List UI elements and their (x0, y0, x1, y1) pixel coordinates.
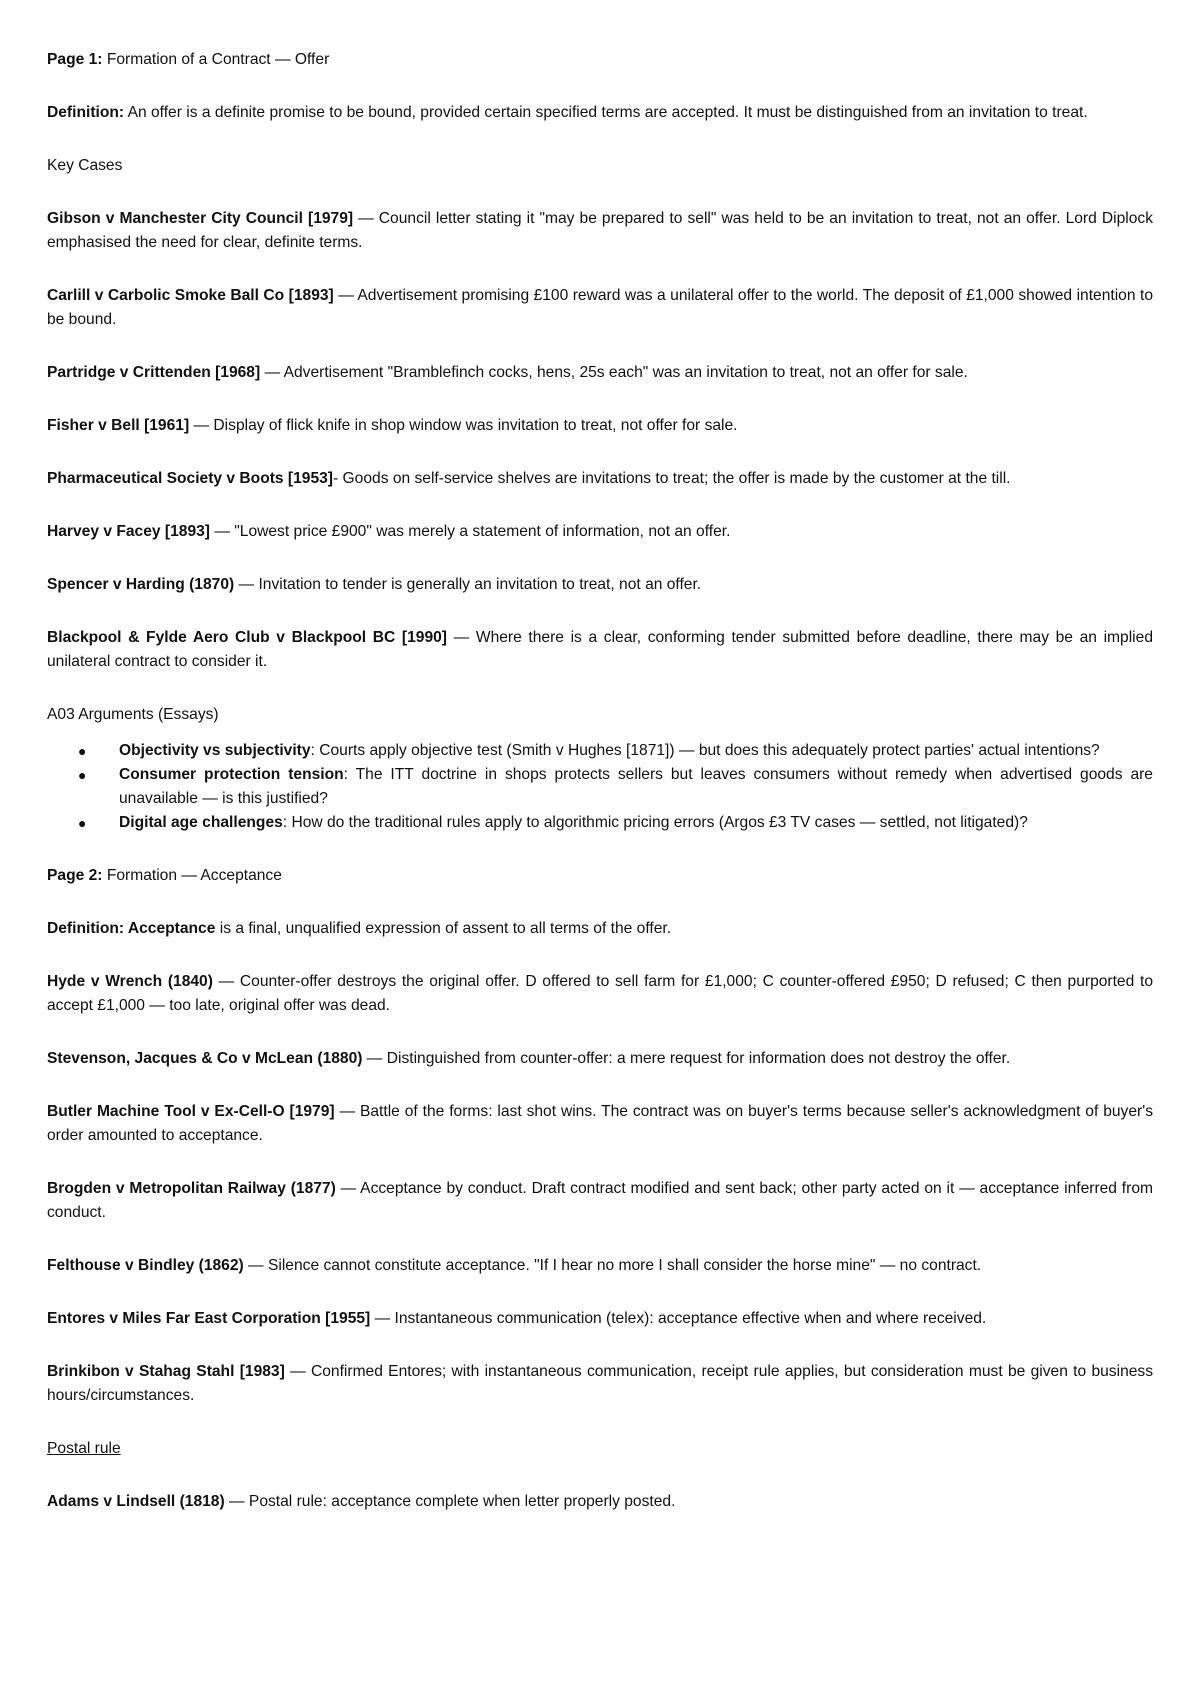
page2-definition-label: Definition: Acceptance (47, 920, 216, 937)
case-name: Harvey v Facey [1893] (47, 523, 210, 540)
case-entry (47, 970, 1153, 1018)
case-text: — Advertisement "Bramblefinch cocks, hens, 25s each" was an invitation to treat, not an offer for sale. (260, 364, 968, 381)
case-entry (47, 1360, 1153, 1408)
case-name: Brinkibon v Stahag Stahl [1983] (47, 1363, 285, 1380)
case-entry (47, 361, 1153, 385)
case-entry (47, 1254, 1153, 1278)
case-text: — Counter-offer destroys the original offer. D offered to sell farm for £1,000; C counter-offered £950; D refused; C then purported to accept £1,000 — too late, original offer was dead. (47, 973, 1153, 1014)
case-entry (47, 1177, 1153, 1225)
case-name: Brogden v Metropolitan Railway (1877) (47, 1180, 336, 1197)
case-entry (47, 1490, 1153, 1514)
case-name: Hyde v Wrench (1840) (47, 973, 213, 990)
page1-heading-number: Page 1: (47, 51, 103, 68)
case-text: — Acceptance by conduct. Draft contract modified and sent back; other party acted on it — acceptance inferred from conduct. (47, 1180, 1153, 1221)
bullet-icon: ● (78, 767, 87, 783)
case-text: — Display of flick knife in shop window was invitation to treat, not offer for sale. (189, 417, 738, 434)
case-text: - Goods on self-service shelves are invitations to treat; the offer is made by the customer at the till. (333, 470, 1011, 487)
ao3-bullet-item (47, 739, 1153, 763)
case-entry (47, 207, 1153, 255)
case-entry (47, 520, 1153, 544)
case-name: Pharmaceutical Society v Boots [1953] (47, 470, 334, 487)
page1-definition-label: Definition: (47, 104, 125, 121)
case-name: Felthouse v Bindley (1862) (47, 1257, 244, 1274)
case-text: — Postal rule: acceptance complete when letter properly posted. (224, 1493, 676, 1510)
case-text: — Where there is a clear, conforming tender submitted before deadline, there may be an implied unilateral contract to consider it. (47, 629, 1153, 670)
case-entry (47, 1047, 1153, 1071)
key-cases-heading: Key Cases (47, 157, 123, 174)
case-name: Spencer v Harding (1870) (47, 576, 235, 593)
case-text: — "Lowest price £900" was merely a statement of information, not an offer. (209, 523, 731, 540)
case-entry (47, 284, 1153, 332)
ao3-bullet-label: Digital age challenges (119, 814, 283, 831)
ao3-bullet-text: : The ITT doctrine in shops protects sellers but leaves consumers without remedy when advertised goods are unavailable — is this justified? (119, 766, 1153, 807)
case-text: — Distinguished from counter-offer: a mere request for information does not destroy the offer. (362, 1050, 1011, 1067)
case-name: Fisher v Bell [1961] (47, 417, 190, 434)
case-entry (47, 1307, 1153, 1331)
page1-definition (47, 101, 1153, 125)
case-text: — Invitation to tender is generally an invitation to treat, not an offer. (234, 576, 702, 593)
bullet-icon: ● (78, 743, 87, 759)
postal-rule-heading: Postal rule (47, 1440, 121, 1457)
case-entry (47, 626, 1153, 674)
ao3-bullet-label: Consumer protection tension (119, 766, 344, 783)
ao3-list (47, 739, 1153, 835)
page1-heading (47, 48, 1153, 72)
ao3-heading: A03 Arguments (Essays) (47, 706, 219, 723)
page1-definition-text: An offer is a definite promise to be bound, provided certain specified terms are accepted. It must be distinguished from an invitation to treat. (124, 104, 1088, 121)
case-text: — Instantaneous communication (telex): acceptance effective when and where received. (370, 1310, 987, 1327)
ao3-bullet-item (47, 763, 1153, 811)
case-text: — Silence cannot constitute acceptance. "If I hear no more I shall consider the horse mine" — no contract. (243, 1257, 982, 1274)
case-entry (47, 414, 1153, 438)
case-text: — Confirmed Entores; with instantaneous communication, receipt rule applies, but consideration must be given to business hours/circumstances. (47, 1363, 1154, 1404)
ao3-bullet-item (47, 811, 1153, 835)
page2-heading (47, 864, 1153, 888)
case-name: Gibson v Manchester City Council [1979] (47, 210, 354, 227)
bullet-icon: ● (78, 815, 87, 831)
case-name: Partridge v Crittenden [1968] (47, 364, 261, 381)
case-text: — Advertisement promising £100 reward was a unilateral offer to the world. The deposit of £1,000 showed intention to be bound. (47, 287, 1153, 328)
page1-heading-title: Formation of a Contract — Offer (102, 51, 330, 68)
page2-heading-title: Formation — Acceptance (102, 867, 282, 884)
case-name: Carlill v Carbolic Smoke Ball Co [1893] (47, 287, 334, 304)
case-entry (47, 467, 1153, 491)
case-name: Butler Machine Tool v Ex-Cell-O [1979] (47, 1103, 335, 1120)
case-name: Adams v Lindsell (1818) (47, 1493, 225, 1510)
case-name: Blackpool & Fylde Aero Club v Blackpool BC [1990] (47, 629, 447, 646)
case-entry (47, 573, 1153, 597)
case-name: Entores v Miles Far East Corporation [1955] (47, 1310, 371, 1327)
case-text: — Battle of the forms: last shot wins. The contract was on buyer's terms because seller's acknowledgment of buyer's order amounted to acceptance. (47, 1103, 1153, 1144)
page2-heading-number: Page 2: (47, 867, 103, 884)
page2-definition (47, 917, 1153, 941)
page2-definition-text: is a final, unqualified expression of assent to all terms of the offer. (215, 920, 672, 937)
case-name: Stevenson, Jacques & Co v McLean (1880) (47, 1050, 363, 1067)
ao3-bullet-label: Objectivity vs subjectivity (119, 742, 311, 759)
ao3-bullet-text: : How do the traditional rules apply to algorithmic pricing errors (Argos £3 TV cases — settled, not litigated)? (282, 814, 1028, 831)
case-entry (47, 1100, 1153, 1148)
ao3-bullet-text: : Courts apply objective test (Smith v Hughes [1871]) — but does this adequately protect parties' actual intentions? (310, 742, 1100, 759)
case-text: — Council letter stating it "may be prepared to sell" was held to be an invitation to treat, not an offer. Lord Diplock emphasised the need for clear, definite terms. (47, 210, 1153, 251)
